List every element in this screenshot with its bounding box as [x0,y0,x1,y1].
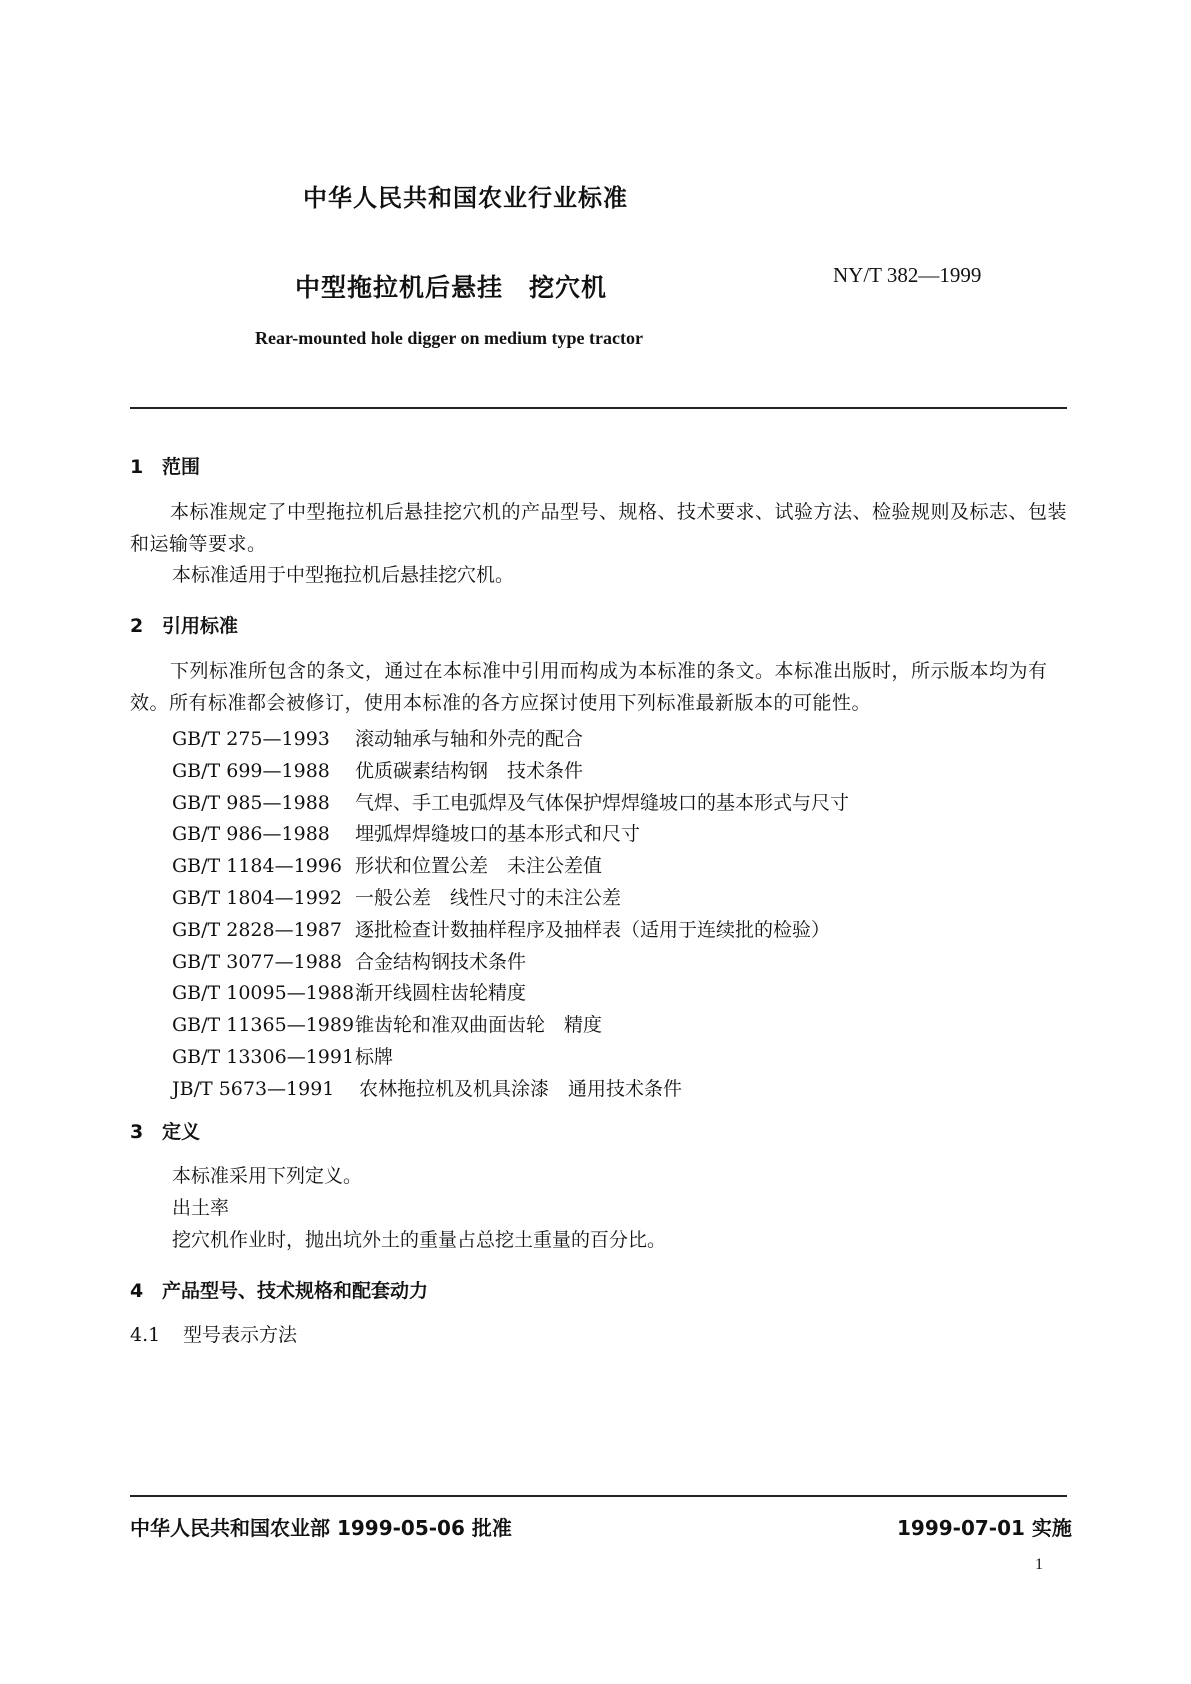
section-2-para-1: 下列标准所包含的条文，通过在本标准中引用而构成为本标准的条文。本标准出版时，所示版本均为有效。所有标准都会被修订，使用本标准的各方应探讨使用下列标准最新版本的可能性。 [130,660,1048,714]
section-number: 3 [130,1121,144,1143]
reference-item [172,1010,602,1037]
reference-code: JB/T 5673—1991 [172,1078,335,1100]
section-title: 范围 [162,456,201,478]
reference-title: 农林拖拉机及机具涂漆 通用技术条件 [359,1078,683,1100]
reference-title: 渐开线圆柱齿轮精度 [355,982,527,1004]
doc-code: NY/T 382—1999 [833,263,982,287]
reference-item [172,724,583,751]
reference-code: GB/T 986—1988 [172,823,330,845]
reference-code: GB/T 275—1993 [172,728,330,750]
reference-item [172,947,526,974]
reference-code: GB/T 2828—1987 [172,919,342,941]
section-number: 4 [130,1280,144,1302]
section-4-heading [130,1276,428,1303]
reference-code: GB/T 11365—1989 [172,1014,355,1036]
reference-item [172,883,621,910]
reference-code: GB/T 3077—1988 [172,951,342,973]
approval-line: 中华人民共和国农业部 1999-05-06 批准 [130,1516,512,1540]
reference-item [172,1074,682,1101]
reference-title: 锥齿轮和准双曲面齿轮 精度 [355,1014,603,1036]
reference-item [172,915,830,942]
term-definition: 挖穴机作业时，抛出坑外土的重量占总挖土重量的百分比。 [172,1229,667,1251]
footer-divider [130,1495,1067,1497]
effective-date: 1999-07-01 实施 [897,1516,1072,1540]
reference-item [172,1042,393,1069]
page-number: 1 [1035,1556,1043,1573]
doc-title: 中型拖拉机后悬挂 挖穴机 [295,273,608,302]
reference-title: 一般公差 线性尺寸的未注公差 [355,887,622,909]
section-1-para-1: 本标准规定了中型拖拉机后悬挂挖穴机的产品型号、规格、技术要求、试验方法、检验规则及标志、包装和运输等要求。 [130,501,1068,555]
section-4-1-heading [130,1320,297,1347]
reference-item [172,756,583,783]
reference-code: GB/T 1804—1992 [172,887,342,909]
section-1-heading [130,452,200,479]
section-3-line-1: 本标准采用下列定义。 [172,1165,363,1187]
org-title: 中华人民共和国农业行业标准 [303,184,628,212]
section-3-heading [130,1117,200,1144]
reference-title: 合金结构钢技术条件 [355,951,527,973]
reference-title: 形状和位置公差 未注公差值 [355,855,603,877]
reference-code: GB/T 699—1988 [172,760,330,782]
reference-title: 气焊、手工电弧焊及气体保护焊焊缝坡口的基本形式与尺寸 [355,792,850,814]
reference-code: GB/T 1184—1996 [172,855,342,877]
reference-title: 优质碳素结构钢 技术条件 [355,760,584,782]
reference-code: GB/T 10095—1988 [172,982,355,1004]
reference-title: 逐批检查计数抽样程序及抽样表（适用于连续批的检验） [355,919,831,941]
section-title: 定义 [162,1121,201,1143]
section-number: 2 [130,615,144,637]
section-number: 4.1 [130,1324,161,1346]
reference-title: 标牌 [355,1046,394,1068]
reference-title: 埋弧焊焊缝坡口的基本形式和尺寸 [355,823,641,845]
term-name: 出土率 [172,1197,230,1219]
section-2-heading [130,611,238,638]
reference-item [172,819,640,846]
reference-code: GB/T 985—1988 [172,792,330,814]
header-divider [130,407,1067,409]
reference-item [172,788,849,815]
english-title: Rear-mounted hole digger on medium type tractor [255,328,643,348]
reference-code: GB/T 13306—1991 [172,1046,355,1068]
section-title: 引用标准 [162,615,239,637]
section-title: 型号表示方法 [183,1324,298,1346]
section-1-para-2: 本标准适用于中型拖拉机后悬挂挖穴机。 [172,564,515,586]
reference-item [172,851,602,878]
reference-title: 滚动轴承与轴和外壳的配合 [355,728,584,750]
section-number: 1 [130,456,144,478]
section-title: 产品型号、技术规格和配套动力 [162,1280,429,1302]
reference-item [172,978,526,1005]
